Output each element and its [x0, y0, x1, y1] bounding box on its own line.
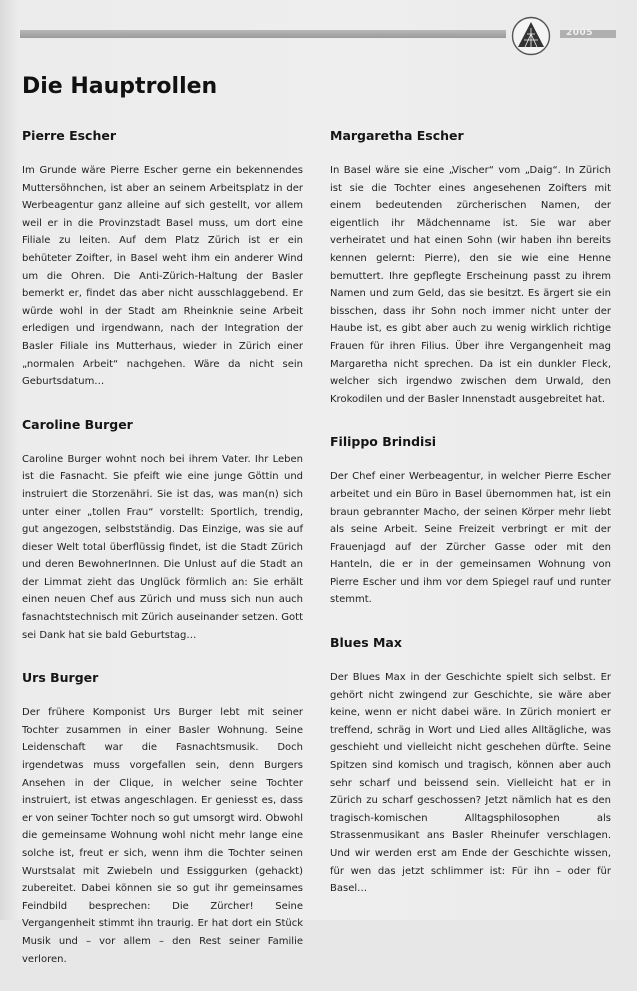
character-heading: Filippo Brindisi [330, 434, 437, 450]
character-text: Der Blues Max in der Geschichte spielt sich selbst. Er gehört nicht zwingend zur Geschichte, sie wäre aber keine, wenn er nicht dabei wäre. In Zürich moniert er treffend, schräg in Wort und Lied alles Alltägliche, was geschieht und vielleicht nicht geschehen dürfte. Seine Spitzen sind komisch und tragisch, können aber auch sehr scharf und beissend sein. Vielleicht hat er in Zürich zu scharf geschossen? Jetzt nämlich hat es den tragisch-komischen Alltagsphilosophen als Strassenmusikant ans Basler Rheinufer verschlagen. Und wir werden erst am Ende der Geschichte wissen, für wen das jetzt schlimmer ist: Für ihn – oder für Basel… [330, 672, 611, 895]
character-heading: Blues Max [330, 635, 402, 651]
character-heading: Margaretha Escher [330, 128, 464, 143]
right-column [330, 128, 611, 921]
left-column [22, 128, 303, 991]
page-year: 2005 [566, 28, 594, 38]
character-heading: Caroline Burger [22, 416, 133, 432]
character-section-urs [22, 670, 303, 968]
character-text: Der Chef einer Werbeagentur, in welcher Pierre Escher arbeitet und ein Büro in Basel übernommen hat, ist ein braun gebrannter Macho, der seinen Körper mehr liebt als seine Arbeit. Seine Freizeit verbringt er mit der Frauenjagd auf der Zürcher Gasse oder mit den Hanteln, die er in der gemeinsamen Wohnung von Pierre Escher und ihm vor dem Spiegel rauf und runter stemmt. [330, 471, 611, 606]
character-section-margaretha [330, 128, 611, 408]
character-heading: Pierre Escher [22, 128, 117, 143]
character-heading: Urs Burger [22, 670, 99, 686]
page-title: Die Hauptrollen [22, 74, 218, 99]
character-section-blues-max [330, 635, 611, 898]
character-text: Caroline Burger wohnt noch bei ihrem Vater. Ihr Leben ist die Fasnacht. Sie pfeift wie eine junge Göttin und instruiert die Storzenähri. Sie ist das, was man(n) sich unter einer „tollen Frau“ vorstellt: Sportlich, trendig, gut angezogen, selbstständig. Das Einzige, was sie auf dieser Welt total überflüssig findet, ist die Stadt Zürich und deren BewohnerInnen. Die Unlust auf die Stadt an der Limmat zieht das Unglück förmlich an: Sie erhält einen neuen Chef aus Zürich und muss sich nun auch fasnachtstechnisch mit Zürich auseinander setzen. Gott sei Dank hat sie bald Geburtstag… [22, 453, 303, 641]
character-section-pierre [22, 128, 303, 391]
header-rule [20, 30, 506, 38]
character-text: Der frühere Komponist Urs Burger lebt mit seiner Tochter zusammen in einer Basler Wohnung. Seine Leidenschaft war die Fasnachtsmusik. Doch irgendetwas muss vorgefallen sein, denn Burgers Ansehen in der Clique, in welcher seine Tochter instruiert, ist etwas angeschlagen. Er geniesst es, dass er von seiner Tochter noch so gut umsorgt wird. Obwohl die gemeinsame Wohnung wohl nicht mehr lange eine solche ist, freut er sich, wenn ihm die Tochter seinen Wurstsalat mit Zwiebeln und Essiggurken (gehackt) zubereitet. Dabei können sie so gut ihr gemeinsames Feindbild besprechen: Die Zürcher! Seine Vergangenheit stimmt ihn traurig. Er hat dort ein Stück Musik und – vor allem – den Rest seiner Familie verloren. [22, 707, 303, 965]
triangle-logo-icon [511, 16, 551, 56]
show-through-texture [340, 92, 346, 116]
character-section-caroline [22, 417, 303, 645]
character-section-filippo [330, 434, 611, 609]
character-text: In Basel wäre sie eine „Vischer“ vom „Daig“. In Zürich ist sie die Tochter eines angesehenen Zoifters mit einem bedeutenden zürcherischen Namen, der eigentlich ihr Mädchenname ist. Sie war aber verheiratet und hat einen Sohn (wir haben ihn bereits kennen gelernt: Pierre), den sie wie eine Henne bemuttert. Ihre gepflegte Erscheinung passt zu ihrem Namen und zum Geld, das sie besitzt. Es ärgert sie ein bisschen, dass ihr Sohn noch immer nicht unter der Haube ist, es gibt aber auch zu wenig wirklich richtige Frauen für ihren Filius. Über ihre Vergangenheit mag Margaretha nicht sprechen. Da ist ein dunkler Fleck, welcher sich irgendwo zwischen dem Urwald, den Krokodilen und der Basler Innenstadt ausgebreitet hat. [330, 165, 611, 405]
character-text: Im Grunde wäre Pierre Escher gerne ein bekennendes Muttersöhnchen, ist aber an seinem Arbeitsplatz in der Werbeagentur ganz alleine auf sich gestellt, vor allem weil er in die Provinzstadt Basel muss, um dort eine Filiale zu leiten. Auf dem Platz Zürich ist er ein behüteter Zoifter, in Basel weht ihm ein anderer Wind um die Ohren. Die Anti-Zürich-Haltung der Basler bemerkt er, findet das aber nicht ausschlaggebend. Er würde wohl in der Stadt am Rheinknie seine Arbeit erledigen und irgendwann, nach der Integration der Basler Filiale ins Mutterhaus, wieder in Zürich einer „normalen Arbeit“ nachgehen. Wäre da nicht sein Geburtsdatum… [22, 165, 303, 388]
